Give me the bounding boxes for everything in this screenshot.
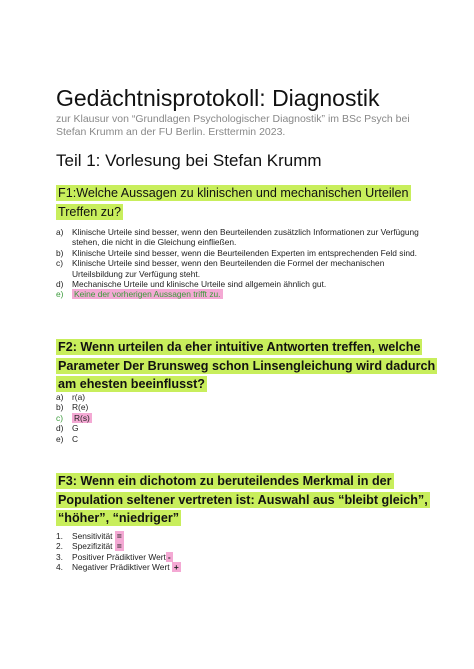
answer-sign: = xyxy=(116,531,122,541)
question-3-text: F3: Wenn ein dichotom zu beruteilendes Merkmal in der Population seltener vertreten ist: Auswahl aus “bleibt gleich”, “höher”, “niedriger” xyxy=(58,474,428,525)
option-text: Klinische Urteile sind besser, wenn den Beurteilenden die Formel der mechanischen Urteilsbildung zur Verfügung steht. xyxy=(72,258,385,279)
option-text: Mechanische Urteile und klinische Urteile sind allgemein ähnlich gut. xyxy=(72,279,327,290)
list-item xyxy=(56,413,426,423)
list-item xyxy=(56,423,426,433)
option-marker: d) xyxy=(56,423,64,434)
correct-option-text: R(s) xyxy=(74,412,90,423)
option-marker: c) xyxy=(56,412,63,423)
answer-sign: + xyxy=(173,562,179,573)
question-1-text: F1:Welche Aussagen zu klinischen und mechanischen Urteilen Treffen zu? xyxy=(58,186,409,219)
answer-sign: = xyxy=(116,541,122,552)
question-1 xyxy=(56,184,436,221)
part-heading: Teil 1: Vorlesung bei Stefan Krumm xyxy=(56,151,322,170)
correct-option-text: Keine der vorherigen Aussagen trifft zu. xyxy=(74,289,221,300)
list-item xyxy=(56,279,426,289)
question-2-text: F2: Wenn urteilen da eher intuitive Antworten treffen, welche Parameter Der Brunsweg schon Linsengleichung wird dadurch am ehesten beeinflusst? xyxy=(58,340,436,391)
option-marker: a) xyxy=(56,227,64,237)
question-2-options xyxy=(56,392,426,444)
question-2 xyxy=(56,338,436,394)
answer-sign: - xyxy=(167,551,171,562)
option-marker: b) xyxy=(56,402,64,413)
option-marker: b) xyxy=(56,247,64,258)
option-marker: 3. xyxy=(56,551,63,562)
document-subtitle: zur Klausur von “Grundlagen Psychologischer Diagnostik” im BSc Psych bei Stefan Krumm an der FU Berlin. Ersttermin 2023. xyxy=(56,113,410,138)
option-text: Negativer Prädiktiver Wert xyxy=(72,562,170,573)
list-item xyxy=(56,552,426,562)
option-marker: e) xyxy=(56,289,64,300)
question-1-options xyxy=(56,227,426,300)
option-text: G xyxy=(72,423,79,434)
option-text: r(a) xyxy=(72,392,86,402)
list-item xyxy=(56,289,426,299)
option-text: Klinische Urteile sind besser, wenn den Beurteilenden zusätzlich Informationen zur Verfügung stehen, die nicht in die Gleichung einfließen. xyxy=(72,227,419,248)
option-text: C xyxy=(72,433,79,444)
option-text: Positiver Prädiktiver Wert xyxy=(72,551,166,562)
document-title: Gedächtnisprotokoll: Diagnostik xyxy=(56,85,380,111)
option-marker: d) xyxy=(56,279,64,290)
list-item xyxy=(56,531,426,541)
list-item xyxy=(56,392,426,402)
list-item xyxy=(56,562,426,572)
option-marker: 2. xyxy=(56,541,63,552)
option-text: Klinische Urteile sind besser, wenn die Beurteilenden Experten im entsprechenden Feld sind. xyxy=(72,247,417,258)
option-marker: 1. xyxy=(56,531,63,541)
list-item xyxy=(56,248,426,258)
list-item xyxy=(56,541,426,551)
option-text: R(e) xyxy=(72,402,89,413)
list-item xyxy=(56,227,426,248)
list-item xyxy=(56,402,426,412)
option-marker: c) xyxy=(56,258,63,269)
list-item xyxy=(56,434,426,444)
option-marker: 4. xyxy=(56,562,63,573)
list-item xyxy=(56,258,426,279)
option-marker: a) xyxy=(56,392,64,402)
option-text: Spezifizität xyxy=(72,541,113,552)
option-marker: e) xyxy=(56,433,64,444)
option-text: Sensitivität xyxy=(72,531,113,541)
question-3 xyxy=(56,472,436,528)
question-3-options xyxy=(56,531,426,573)
